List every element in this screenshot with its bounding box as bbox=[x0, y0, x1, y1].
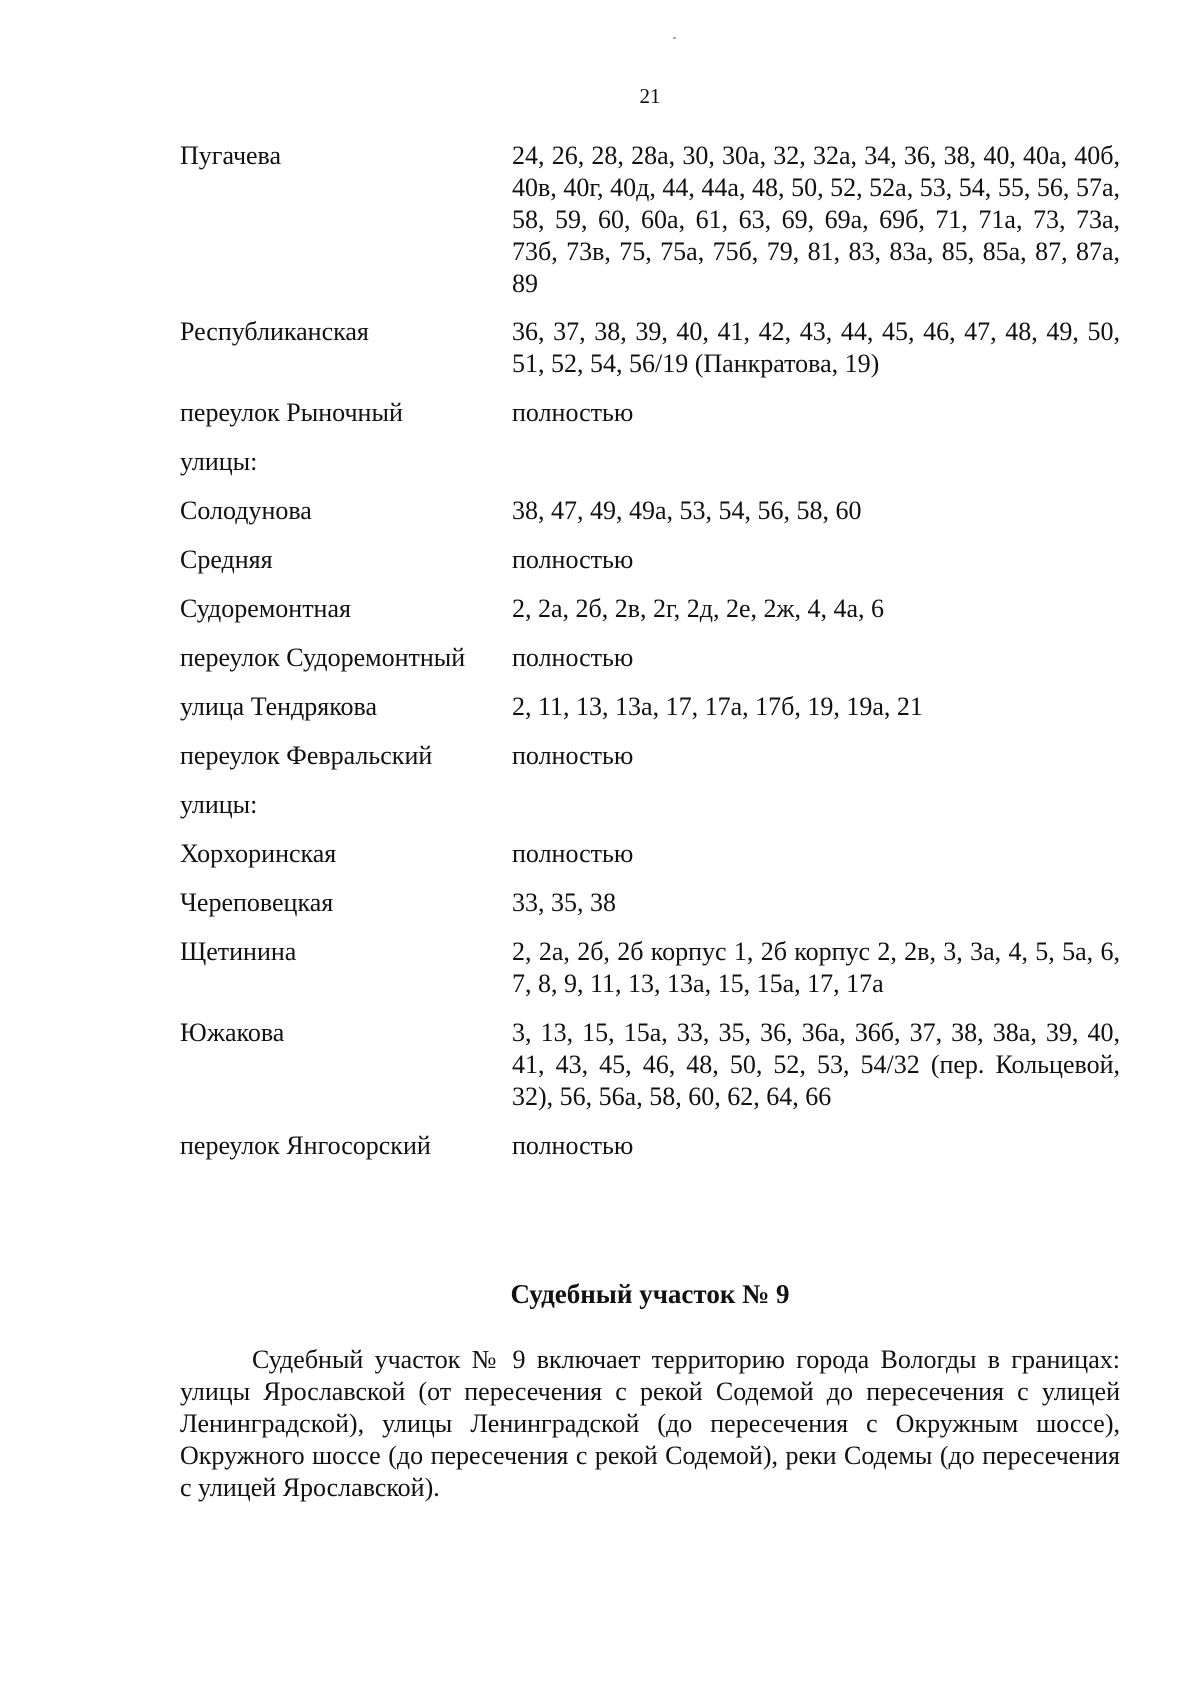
street-name: Хорхоринская bbox=[180, 839, 337, 868]
house-numbers: 33, 35, 38 bbox=[512, 888, 616, 917]
address-row bbox=[180, 789, 1120, 821]
street-name: Солодунова bbox=[180, 496, 312, 525]
address-row bbox=[180, 642, 1120, 674]
house-numbers: 2, 11, 13, 13а, 17, 17а, 17б, 19, 19а, 21 bbox=[512, 692, 923, 721]
street-name: переулок Рыночный bbox=[180, 398, 403, 427]
address-row bbox=[180, 936, 1120, 1000]
house-numbers: полностью bbox=[512, 1131, 634, 1160]
street-name: Судоремонтная bbox=[180, 594, 351, 623]
address-row bbox=[180, 140, 1120, 300]
house-numbers: 3, 13, 15, 15а, 33, 35, 36, 36а, 36б, 37, 38, 38а, 39, 40, 41, 43, 45, 46, 48, 50, 52, 53, 54/32 (пер. Кольцевой, 32), 56, 56а, 58, 60, 62, 64, 66 bbox=[512, 1018, 1120, 1111]
street-group-label: улицы: bbox=[180, 790, 258, 819]
page-number: 21 bbox=[639, 84, 661, 108]
scan-speck bbox=[673, 37, 676, 39]
address-row bbox=[180, 397, 1120, 429]
street-group-label: улицы: bbox=[180, 447, 258, 476]
house-numbers: полностью bbox=[512, 741, 634, 770]
house-numbers: 24, 26, 28, 28а, 30, 30а, 32, 32а, 34, 36, 38, 40, 40а, 40б, 40в, 40г, 40д, 44, 44а, 48, 50, 52, 52а, 53, 54, 55, 56, 57а, 58, 59, 60, 60а, 61, 63, 69, 69а, 69б, 71, 71а, 73, 73а, 73б, 73в, 75, 75а, 75б, 79, 81, 83, 83а, 85, 85а, 87, 87а, 89 bbox=[512, 141, 1120, 298]
house-numbers: 2, 2а, 2б, 2в, 2г, 2д, 2е, 2ж, 4, 4а, 6 bbox=[512, 594, 885, 623]
address-row bbox=[180, 593, 1120, 625]
street-name: Республиканская bbox=[180, 317, 369, 346]
house-numbers: 2, 2а, 2б, 2б корпус 1, 2б корпус 2, 2в, 3, 3а, 4, 5, 5а, 6, 7, 8, 9, 11, 13, 13а, 15, 15а, 17, 17а bbox=[512, 937, 1120, 998]
street-name: Щетинина bbox=[180, 937, 297, 966]
house-numbers: полностью bbox=[512, 398, 634, 427]
house-numbers: 38, 47, 49, 49а, 53, 54, 56, 58, 60 bbox=[512, 496, 862, 525]
house-numbers: полностью bbox=[512, 839, 634, 868]
address-row bbox=[180, 691, 1120, 723]
street-name: переулок Янгосорский bbox=[180, 1131, 431, 1160]
street-name: Средняя bbox=[180, 545, 273, 574]
house-numbers: полностью bbox=[512, 545, 634, 574]
section-description: Судебный участок № 9 включает территорию города Вологды в границах: улицы Ярославской (от пересечения с рекой Содемой до пересечения с улицей Ленинградской), улицы Ленинградской (до пересечения с Окружным шоссе), Окружного шоссе (до пересечения с рекой Содемой), реки Содемы (до пересечения с улицей Ярославской). bbox=[180, 1345, 1120, 1502]
address-row bbox=[180, 838, 1120, 870]
address-row bbox=[180, 495, 1120, 527]
street-name: Южакова bbox=[180, 1018, 285, 1047]
address-row bbox=[180, 446, 1120, 478]
address-row bbox=[180, 887, 1120, 919]
house-numbers bbox=[512, 789, 1120, 821]
address-row bbox=[180, 740, 1120, 772]
street-name: улица Тендрякова bbox=[180, 692, 378, 721]
house-numbers: полностью bbox=[512, 643, 634, 672]
house-numbers bbox=[512, 446, 1120, 478]
section-heading: Судебный участок № 9 bbox=[510, 1279, 790, 1309]
address-list bbox=[180, 140, 1120, 1162]
street-name: переулок Февральский bbox=[180, 741, 433, 770]
address-row bbox=[180, 316, 1120, 380]
address-row bbox=[180, 1130, 1120, 1162]
address-row bbox=[180, 1017, 1120, 1113]
street-name: Череповецкая bbox=[180, 888, 334, 917]
street-name: переулок Судоремонтный bbox=[180, 643, 466, 672]
address-row bbox=[180, 544, 1120, 576]
street-name: Пугачева bbox=[180, 141, 282, 170]
house-numbers: 36, 37, 38, 39, 40, 41, 42, 43, 44, 45, 46, 47, 48, 49, 50, 51, 52, 54, 56/19 (Панкратова, 19) bbox=[512, 317, 1120, 378]
